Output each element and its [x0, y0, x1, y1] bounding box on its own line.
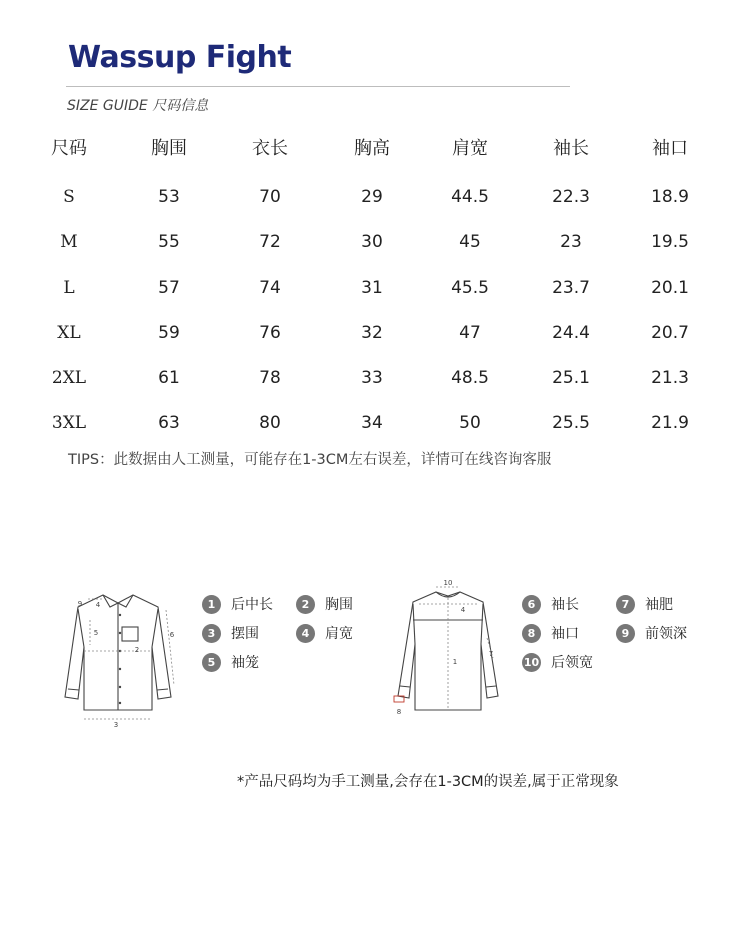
tips-text: TIPS：此数据由人工测量，可能存在1-3CM左右误差，详情可在线咨询客服: [68, 452, 552, 468]
front-shirt-diagram: [48, 585, 188, 730]
table-header-cell: 衣长: [252, 138, 288, 159]
legend-item-3: [202, 623, 259, 643]
back-mark-4: 4: [460, 606, 466, 614]
size-label-cell: L: [63, 278, 75, 298]
legend-label: 胸围: [325, 597, 353, 613]
size-label-cell: M: [60, 232, 78, 252]
legend-item-10: [522, 652, 593, 672]
table-header-cell: 胸高: [354, 138, 390, 159]
table-cell: 25.5: [552, 413, 590, 433]
table-cell: 23.7: [552, 278, 590, 298]
number-badge-icon: 1: [202, 595, 221, 614]
legend-item-6: [522, 594, 579, 614]
page-subtitle: SIZE GUIDE 尺码信息: [67, 98, 209, 114]
table-cell: 22.3: [552, 187, 590, 207]
back-shirt-diagram: [383, 578, 513, 723]
legend-label: 摆围: [231, 626, 259, 642]
measurement-note: *产品尺码均为手工测量,会存在1-3CM的误差,属于正常现象: [237, 774, 619, 790]
table-cell: 33: [361, 368, 383, 388]
table-header-cell: 袖口: [652, 138, 688, 159]
legend-item-5: [202, 652, 259, 672]
table-cell: 21.9: [651, 413, 689, 433]
table-header-cell: 袖长: [553, 138, 589, 159]
divider: [66, 86, 570, 87]
table-cell: 44.5: [451, 187, 489, 207]
size-label-cell: S: [63, 187, 75, 207]
size-label-cell: 3XL: [51, 413, 87, 433]
table-cell: 80: [259, 413, 281, 433]
legend-label: 前领深: [645, 626, 687, 642]
table-cell: 45.5: [451, 278, 489, 298]
table-cell: 45: [459, 232, 481, 252]
number-badge-icon: 5: [202, 653, 221, 672]
legend-label: 袖笼: [231, 655, 259, 671]
back-mark-10: 10: [443, 579, 453, 587]
number-badge-icon: 2: [296, 595, 315, 614]
number-badge-icon: 4: [296, 624, 315, 643]
table-cell: 78: [259, 368, 281, 388]
legend-item-7: [616, 594, 673, 614]
brand-logo: Wassup Fight: [68, 40, 292, 75]
front-mark-6: 6: [169, 631, 175, 639]
legend-label: 袖口: [551, 626, 579, 642]
table-cell: 70: [259, 187, 281, 207]
table-cell: 55: [158, 232, 180, 252]
legend-label: 袖长: [551, 597, 579, 613]
number-badge-icon: 6: [522, 595, 541, 614]
table-cell: 74: [259, 278, 281, 298]
table-cell: 34: [361, 413, 383, 433]
table-cell: 23: [560, 232, 582, 252]
number-badge-icon: 7: [616, 595, 635, 614]
size-label-cell: XL: [57, 323, 81, 343]
table-cell: 48.5: [451, 368, 489, 388]
front-mark-3: 3: [113, 721, 119, 729]
table-cell: 24.4: [552, 323, 590, 343]
legend-item-2: [296, 594, 353, 614]
size-label-cell: 2XL: [51, 368, 87, 388]
table-cell: 72: [259, 232, 281, 252]
back-mark-8: 8: [396, 708, 402, 716]
table-header-cell: 肩宽: [452, 138, 488, 159]
legend-item-4: [296, 623, 353, 643]
table-cell: 21.3: [651, 368, 689, 388]
front-mark-5: 5: [93, 629, 99, 637]
back-mark-1: 1: [452, 658, 458, 666]
number-badge-icon: 9: [616, 624, 635, 643]
table-cell: 53: [158, 187, 180, 207]
table-cell: 31: [361, 278, 383, 298]
table-cell: 76: [259, 323, 281, 343]
legend-label: 袖肥: [645, 597, 673, 613]
table-cell: 59: [158, 323, 180, 343]
table-cell: 50: [459, 413, 481, 433]
table-cell: 25.1: [552, 368, 590, 388]
table-cell: 32: [361, 323, 383, 343]
back-mark-7: 7: [488, 650, 494, 658]
table-cell: 57: [158, 278, 180, 298]
legend-label: 肩宽: [325, 626, 353, 642]
legend-label: 后中长: [231, 597, 273, 613]
table-cell: 63: [158, 413, 180, 433]
front-mark-9: 9: [77, 600, 83, 608]
table-cell: 61: [158, 368, 180, 388]
table-cell: 30: [361, 232, 383, 252]
table-cell: 18.9: [651, 187, 689, 207]
number-badge-icon: 10: [522, 653, 541, 672]
number-badge-icon: 3: [202, 624, 221, 643]
table-header-cell: 胸围: [151, 138, 187, 159]
table-header-cell: 尺码: [51, 138, 87, 159]
table-cell: 20.1: [651, 278, 689, 298]
front-mark-4: 4: [95, 601, 101, 609]
legend-item-9: [616, 623, 687, 643]
number-badge-icon: 8: [522, 624, 541, 643]
table-cell: 29: [361, 187, 383, 207]
table-cell: 19.5: [651, 232, 689, 252]
table-cell: 47: [459, 323, 481, 343]
table-cell: 20.7: [651, 323, 689, 343]
legend-item-1: [202, 594, 273, 614]
legend-label: 后领宽: [551, 655, 593, 671]
front-mark-2: 2: [134, 646, 140, 654]
legend-item-8: [522, 623, 579, 643]
